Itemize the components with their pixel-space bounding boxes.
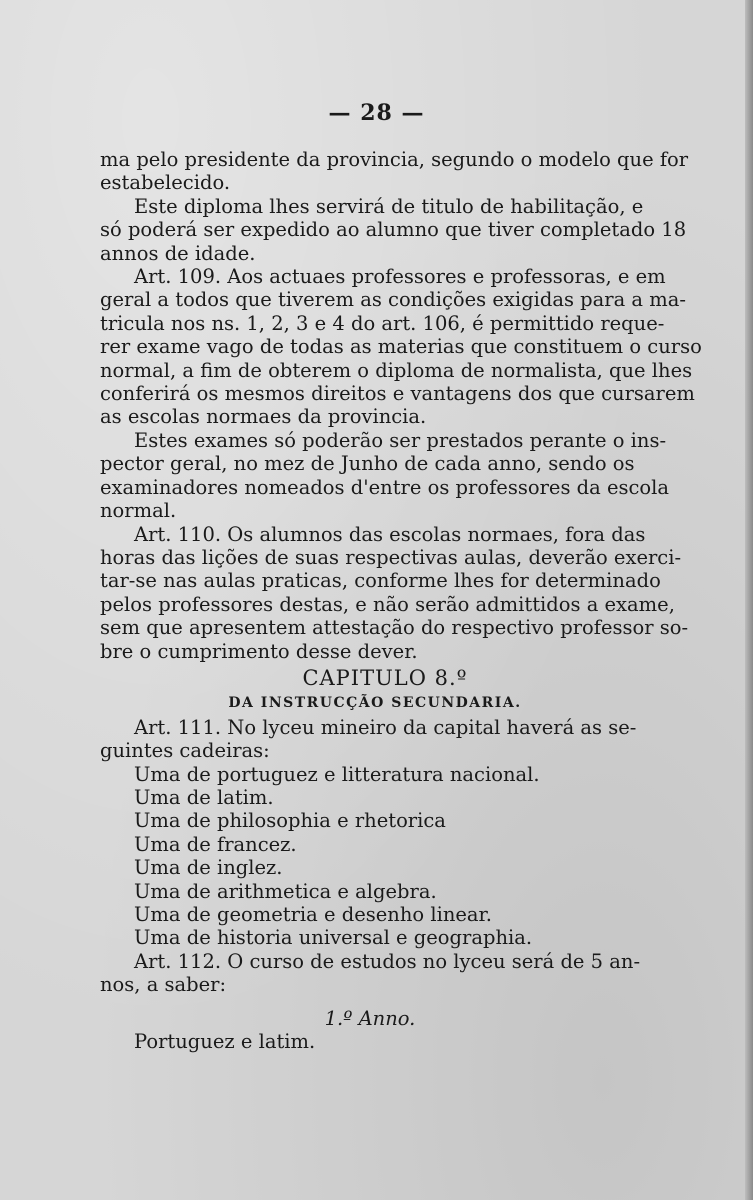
list-item: Uma de inglez.	[134, 856, 283, 880]
text-line: tricula nos ns. 1, 2, 3 e 4 do art. 106, é permittido reque-	[100, 311, 665, 335]
text-line: ma pelo presidente da provincia, segundo o modelo que for	[100, 148, 689, 171]
text-line: nos, a saber:	[100, 973, 227, 997]
text-line: sem que apresentem attestação do respectivo professor so-	[100, 616, 689, 640]
list-item: Portuguez e latim.	[134, 1030, 316, 1054]
list-item: Uma de geometria e desenho linear.	[134, 903, 492, 926]
list-item: Uma de historia universal e geographia.	[134, 926, 533, 950]
chapter-heading: CAPITULO 8.º	[302, 665, 468, 690]
body-text	[100, 148, 702, 1054]
list-item: Uma de portuguez e litteratura nacional.	[134, 762, 540, 786]
text-line: Estes exames só poderão ser prestados perante o ins-	[134, 428, 667, 452]
article-112-heading: Art. 112. O curso de estudos no lyceu será de 5 an-	[134, 949, 641, 973]
year-heading: 1.º Anno.	[324, 1006, 416, 1030]
text-line: guintes cadeiras:	[100, 739, 270, 763]
article-111-heading: Art. 111. No lyceu mineiro da capital haverá as se-	[134, 715, 637, 739]
text-line: estabelecido.	[100, 171, 231, 195]
text-line: só poderá ser expedido ao alumno que tiver completado 18	[100, 218, 687, 242]
text-line: annos de idade.	[100, 241, 256, 265]
text-line: geral a todos que tiverem as condições exigidas para a ma-	[100, 288, 686, 312]
text-line: pelos professores destas, e não serão admittidos a exame,	[100, 592, 675, 616]
article-110-heading: Art. 110. Os alumnos das escolas normaes, fora das	[134, 522, 646, 546]
page-edge-shadow	[745, 0, 753, 1200]
text-line: rer exame vago de todas as materias que constituem o curso	[100, 335, 702, 359]
list-item: Uma de arithmetica e algebra.	[134, 879, 437, 903]
text-line: bre o cumprimento desse dever.	[100, 639, 418, 663]
article-109-heading: Art. 109. Aos actuaes professores e professoras, e em	[134, 265, 666, 289]
text-line: conferirá os mesmos direitos e vantagens dos que cursarem	[100, 382, 695, 406]
text-line: horas das lições de suas respectivas aulas, deverão exerci-	[100, 545, 682, 569]
text-line: Este diploma lhes servirá de titulo de habilitação, e	[134, 194, 644, 218]
text-line: tar-se nas aulas praticas, conforme lhes for determinado	[100, 569, 661, 593]
list-item: Uma de latim.	[134, 785, 274, 809]
text-line: pector geral, no mez de Junho de cada anno, sendo os	[100, 452, 635, 476]
page-number: — 28 —	[328, 100, 425, 126]
text-line: normal, a fim de obterem o diploma de normalista, que lhes	[100, 358, 693, 382]
list-item: Uma de philosophia e rhetorica	[134, 809, 446, 833]
text-line: examinadores nomeados d'entre os professores da escola	[100, 475, 670, 499]
list-item: Uma de francez.	[134, 832, 297, 856]
text-line: normal.	[100, 499, 177, 523]
text-line: as escolas normaes da provincia.	[100, 405, 427, 429]
section-heading: DA INSTRUCÇÃO SECUNDARIA.	[228, 695, 522, 712]
